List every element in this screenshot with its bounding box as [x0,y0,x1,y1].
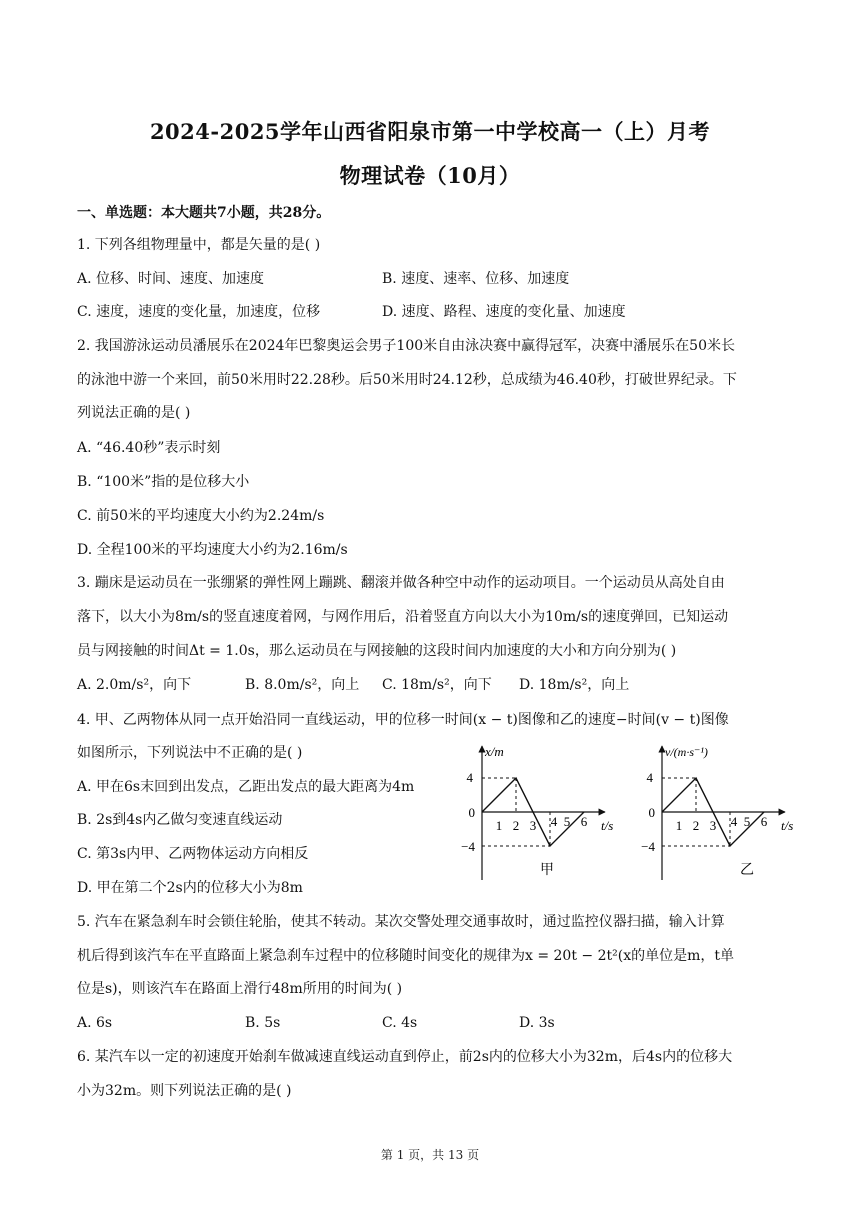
yi-xtick-1: 1 [675,818,683,833]
q2-stem-line3: 列说法正确的是( ) [77,405,191,421]
q2-stem-line1: 2. 我国游泳运动员潘展乐在2024年巴黎奥运会男子100米自由泳决赛中赢得冠军，决赛中潘展乐在50米长 [77,338,735,354]
exam-title: 2024-2025学年山西省阳泉市第一中学校高一（上）月考 [149,119,711,144]
jia-xtick-6: 6 [580,814,588,829]
jia-caption: 甲 [540,863,554,878]
q4-option-d: D. 甲在第二个2s内的位移大小为8m [77,880,303,896]
q3-option-b: B. 8.0m/s²，向上 [245,677,360,693]
graph-yi [641,745,793,880]
q6-stem-line1: 6. 某汽车以一定的初速度开始刹车做减速直线运动直到停止，前2s内的位移大小为32m，后4s内的位移大 [77,1049,733,1065]
q3-option-c: C. 18m/s²，向下 [382,677,492,693]
q3-stem-line1: 3. 蹦床是运动员在一张绷紧的弹性网上蹦跳、翻滚并做各种空中动作的运动项目。一个运动员从高处自由 [77,575,725,591]
jia-xtick-4: 4 [550,814,558,829]
yi-xtick-5: 5 [743,814,751,829]
q5-option-b: B. 5s [245,1015,281,1031]
yi-ytick-zero: 0 [648,805,655,820]
jia-ytick-bottom: −4 [461,839,475,854]
yi-xlabel: t/s [781,818,794,833]
page-footer: 第 1 页，共 13 页 [380,1148,480,1162]
q5-option-c: C. 4s [382,1015,418,1031]
q3-stem-line3: 员与网接触的时间Δt = 1.0s，那么运动员在与网接触的这段时间内加速度的大小和方向分别为( ) [77,643,677,659]
q4-option-c: C. 第3s内甲、乙两物体运动方向相反 [77,846,309,862]
q1-option-d: D. 速度、路程、速度的变化量、加速度 [382,304,626,320]
q3-option-a: A. 2.0m/s²，向下 [77,677,192,693]
q1-option-a: A. 位移、时间、速度、加速度 [77,271,265,287]
q5-stem-line2: 机后得到该汽车在平直路面上紧急刹车过程中的位移随时间变化的规律为x = 20t − 2t²(x的单位是m，t单 [77,948,734,964]
q5-stem-line1: 5. 汽车在紧急刹车时会锁住轮胎，使其不转动。某次交警处理交通事故时，通过监控仪器扫描，输入计算 [77,914,725,930]
yi-ylabel: v/(m·s⁻¹) [665,745,708,759]
q4-stem-line2: 如图所示，下列说法中不正确的是( ) [77,745,303,761]
jia-ytick-zero: 0 [468,805,475,820]
q1-stem: 1. 下列各组物理量中，都是矢量的是( ) [77,237,321,253]
yi-xtick-2: 2 [692,818,700,833]
q5-option-a: A. 6s [77,1015,113,1031]
yi-xtick-6: 6 [760,814,768,829]
yi-xtick-3: 3 [709,818,717,833]
yi-ytick-bottom: −4 [641,839,655,854]
jia-ylabel: x/m [485,744,504,759]
q2-option-d: D. 全程100米的平均速度大小约为2.16m/s [77,542,348,558]
q2-option-b: B. “100米”指的是位移大小 [77,474,250,490]
yi-caption: 乙 [740,863,754,878]
q4-stem-line1: 4. 甲、乙两物体从同一点开始沿同一直线运动，甲的位移一时间(x − t)图像和乙的速度−时间(v − t)图像 [77,712,729,728]
jia-xlabel: t/s [601,818,614,833]
q3-stem-line2: 落下，以大小为8m/s的竖直速度着网，与网作用后，沿着竖直方向以大小为10m/s的速度弹回，已知运动 [77,609,729,625]
jia-xtick-1: 1 [495,818,503,833]
section-heading: 一、单选题：本大题共7小题，共28分。 [77,205,331,221]
q4-option-a: A. 甲在6s末回到出发点，乙距出发点的最大距离为4m [77,779,415,795]
q4-option-b: B. 2s到4s内乙做匀变速直线运动 [77,812,283,828]
jia-ytick-top: 4 [466,770,473,785]
q1-option-c: C. 速度，速度的变化量，加速度，位移 [77,304,321,320]
yi-ytick-top: 4 [646,770,653,785]
yi-xtick-4: 4 [730,814,738,829]
graph-jia [461,744,613,880]
q1-option-b: B. 速度、速率、位移、加速度 [382,271,570,287]
q5-stem-line3: 位是s)，则该汽车在路面上滑行48m所用的时间为( ) [77,981,403,997]
exam-subtitle: 物理试卷（10月） [339,163,521,188]
q5-option-d: D. 3s [519,1015,555,1031]
q3-option-d: D. 18m/s²，向上 [519,677,630,693]
q2-option-a: A. “46.40秒”表示时刻 [77,440,221,456]
jia-xtick-3: 3 [529,818,537,833]
jia-xtick-2: 2 [512,818,520,833]
jia-xtick-5: 5 [563,814,571,829]
q6-stem-line2: 小为32m。则下列说法正确的是( ) [77,1083,292,1099]
q2-stem-line2: 的泳池中游一个来回，前50米用时22.28秒。后50米用时24.12秒，总成绩为46.40秒，打破世界纪录。下 [77,372,737,388]
q2-option-c: C. 前50米的平均速度大小约为2.24m/s [77,508,325,524]
q4-graphs [455,742,815,882]
